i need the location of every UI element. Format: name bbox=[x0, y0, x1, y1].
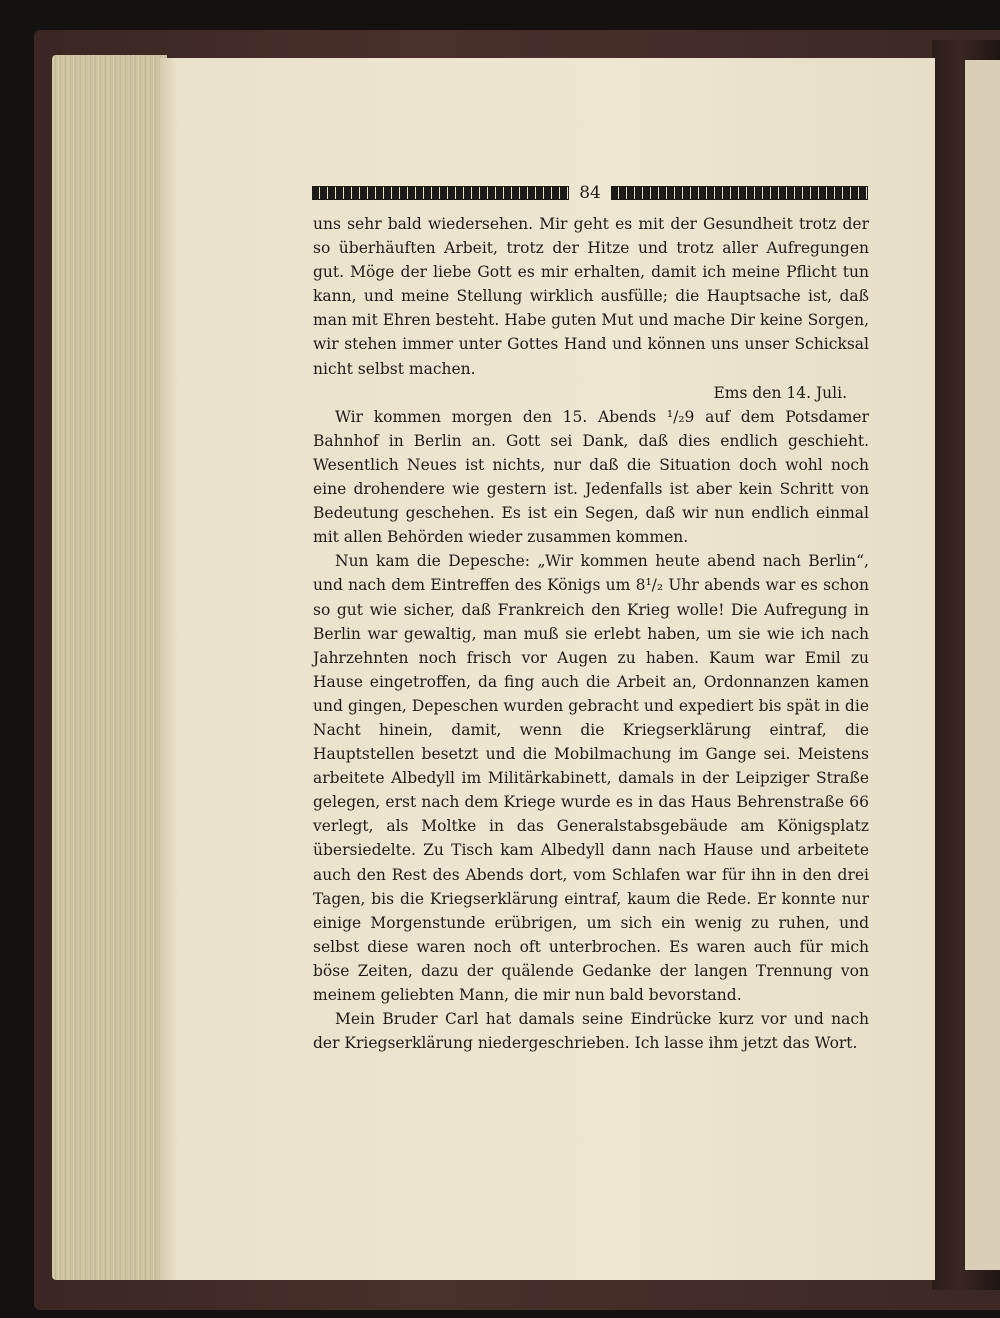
header-ornament-left bbox=[312, 186, 569, 200]
header-ornament-right bbox=[611, 186, 868, 200]
page-edges bbox=[52, 55, 167, 1280]
paragraph: uns sehr bald wiedersehen. Mir geht es mit der Gesundheit trotz der so überhäuften Arbeit, trotz der Hitze und trotz aller Aufregungen gut. Möge der liebe Gott es mir erhalten, damit ich meine Pflicht tun kann, und meine Stellung wirklich ausfülle; die Hauptsache ist, daß man mit Ehren besteht. Habe guten Mut und mache Dir keine Sorgen, wir stehen immer unter Gottes Hand und können uns unser Schicksal nicht selbst machen. bbox=[313, 215, 869, 378]
paragraph: Nun kam die Depesche: „Wir kommen heute abend nach Berlin“, und nach dem Eintreffen des Königs um 8¹/₂ Uhr abends war es schon so gut wie sicher, daß Frankreich den Krieg wolle! Die Aufregung in Berlin war gewaltig, man muß sie erlebt haben, um sie wie ich nach Jahrzehnten noch frisch vor Augen zu haben. Kaum war Emil zu Hause eingetroffen, da fing auch die Arbeit an, Ordonnanzen kamen und gingen, Depeschen wurden gebracht und expediert bis spät in die Nacht hinein, damit, wenn die Kriegserklärung eintraf, die Hauptstellen besetzt und die Mobilmachung im Gange sei. Meistens arbeitete Albedyll im Militärkabinett, damals in der Leipziger Straße gelegen, erst nach dem Kriege wurde es in das Haus Behrenstraße 66 verlegt, als Moltke in das Generalstabsgebäude am Königsplatz übersiedelte. Zu Tisch kam Albedyll dann nach Hause und arbeitete auch den Rest des Abends dort, vom Schlafen war für ihn in den drei Tagen, bis die Kriegserklärung eintraf, kaum die Rede. Er konnte nur einige Morgenstunde erübrigen, um sich ein wenig zu ruhen, und selbst diese waren noch oft unterbrochen. Es waren auch für mich böse Zeiten, dazu der quälende Gedanke der langen Trennung von meinem geliebten Mann, die mir nun bald bevorstand. bbox=[313, 552, 869, 1004]
paragraph: Mein Bruder Carl hat damals seine Eindrücke kurz vor und nach der Kriegserklärung niedergeschrieben. Ich lasse ihm jetzt das Wort. bbox=[313, 1010, 869, 1053]
body-text bbox=[313, 212, 869, 1055]
adjacent-page bbox=[965, 60, 1000, 1270]
dateline: Ems den 14. Juli. bbox=[713, 383, 847, 402]
page-number: 84 bbox=[579, 183, 601, 203]
running-header bbox=[312, 182, 868, 204]
paragraph: Wir kommen morgen den 15. Abends ¹/₂9 auf dem Potsdamer Bahnhof in Berlin an. Gott sei Dank, daß dies endlich geschieht. Wesentlich Neues ist nichts, nur daß die Situation doch wohl noch eine drohendere wie gestern ist. Jedenfalls ist aber kein Schritt von Bedeutung geschehen. Es ist ein Segen, daß wir nun endlich einmal mit allen Behörden wieder zusammen kommen. bbox=[313, 407, 869, 547]
